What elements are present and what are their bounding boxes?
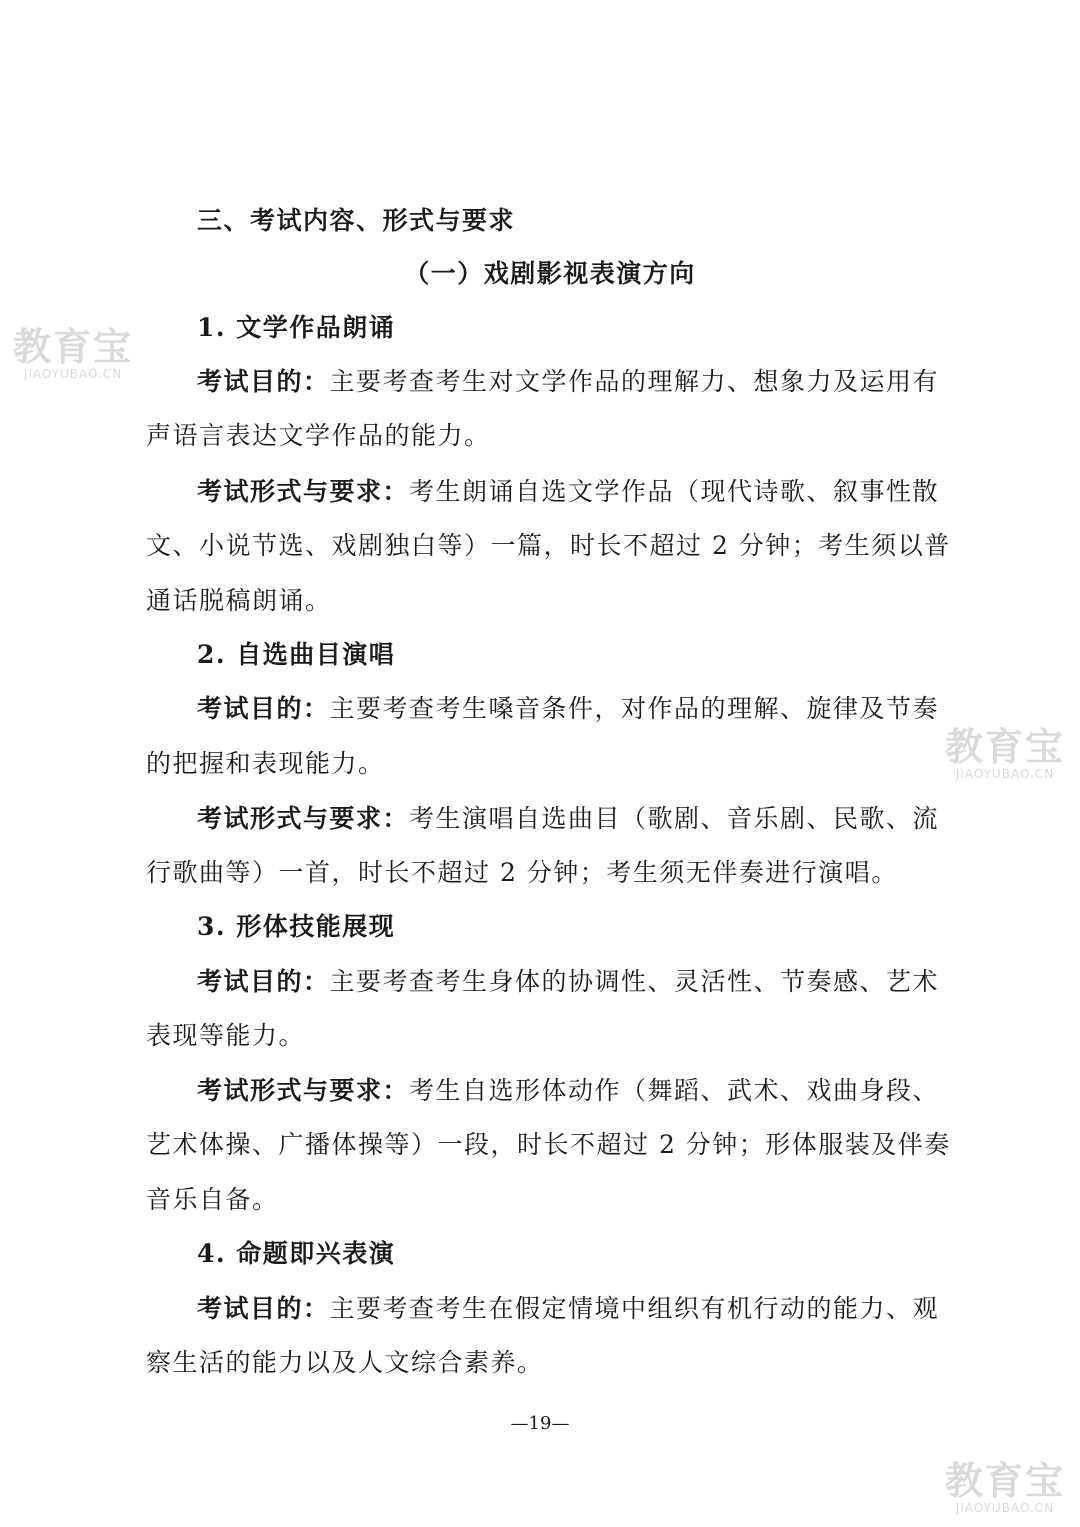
- purpose-text: 主要考查考生身体的协调性、灵活性、节奏感、艺术: [329, 967, 940, 996]
- purpose-text: 主要考查考生嗓音条件，对作品的理解、旋律及节奏: [329, 694, 940, 723]
- purpose-text-cont: 声语言表达文学作品的能力。: [146, 421, 491, 450]
- purpose-paragraph: [197, 967, 940, 997]
- section-heading: 三、考试内容、形式与要求: [197, 206, 516, 235]
- page-number: —19—: [510, 1413, 570, 1434]
- format-paragraph: [197, 1076, 940, 1106]
- format-text: 考生演唱自选曲目（歌剧、音乐剧、民歌、流: [409, 804, 940, 833]
- purpose-label: 考试目的：: [197, 367, 330, 396]
- format-text: 考生自选形体动作（舞蹈、武术、戏曲身段、: [409, 1076, 940, 1105]
- format-text: 考生朗诵自选文学作品（现代诗歌、叙事性散: [409, 477, 940, 506]
- format-label: 考试形式与要求：: [197, 477, 410, 506]
- format-text-cont: 文、小说节选、戏剧独白等）一篇，时长不超过 2 分钟；考生须以普: [146, 531, 951, 560]
- item-title: 2. 自选曲目演唱: [197, 640, 396, 669]
- purpose-text-cont: 的把握和表现能力。: [146, 749, 385, 778]
- format-text-cont: 通话脱稿朗诵。: [146, 586, 332, 615]
- format-text-cont: 行歌曲等）一首，时长不超过 2 分钟；考生须无伴奏进行演唱。: [146, 858, 898, 887]
- format-label: 考试形式与要求：: [197, 1076, 410, 1105]
- watermark-logo: [940, 1459, 1070, 1515]
- purpose-paragraph: [197, 367, 940, 397]
- purpose-paragraph: [197, 1294, 940, 1324]
- item-title: 1. 文学作品朗诵: [197, 313, 396, 342]
- purpose-text-cont: 察生活的能力以及人文综合素养。: [146, 1348, 544, 1377]
- watermark-logo-text: 教育宝: [944, 725, 1065, 769]
- format-text-cont: 艺术体操、广播体操等）一段，时长不超过 2 分钟；形体服装及伴奏: [146, 1130, 951, 1159]
- watermark-url-text: JIAOYUBAO.CN: [955, 767, 1055, 781]
- purpose-text: 主要考查考生对文学作品的理解力、想象力及运用有: [329, 367, 940, 396]
- subsection-heading: （一）戏剧影视表演方向: [404, 259, 696, 288]
- watermark-url-text: JIAOYUBAO.CN: [955, 1501, 1055, 1515]
- format-paragraph: [197, 477, 940, 507]
- watermark-logo: [8, 325, 138, 381]
- format-text-cont: 音乐自备。: [146, 1185, 279, 1214]
- watermark-logo-text: 教育宝: [12, 325, 133, 369]
- watermark-logo-text: 教育宝: [944, 1459, 1065, 1503]
- format-label: 考试形式与要求：: [197, 804, 410, 833]
- watermark-url-text: JIAOYUBAO.CN: [23, 367, 123, 381]
- purpose-label: 考试目的：: [197, 694, 330, 723]
- format-paragraph: [197, 804, 940, 834]
- purpose-label: 考试目的：: [197, 1294, 330, 1323]
- purpose-paragraph: [197, 694, 940, 724]
- watermark-logo: [940, 725, 1070, 781]
- purpose-text-cont: 表现等能力。: [146, 1021, 306, 1050]
- item-title: 3. 形体技能展现: [197, 912, 396, 941]
- item-title: 4. 命题即兴表演: [197, 1239, 396, 1268]
- purpose-text: 主要考查考生在假定情境中组织有机行动的能力、观: [329, 1294, 940, 1323]
- purpose-label: 考试目的：: [197, 967, 330, 996]
